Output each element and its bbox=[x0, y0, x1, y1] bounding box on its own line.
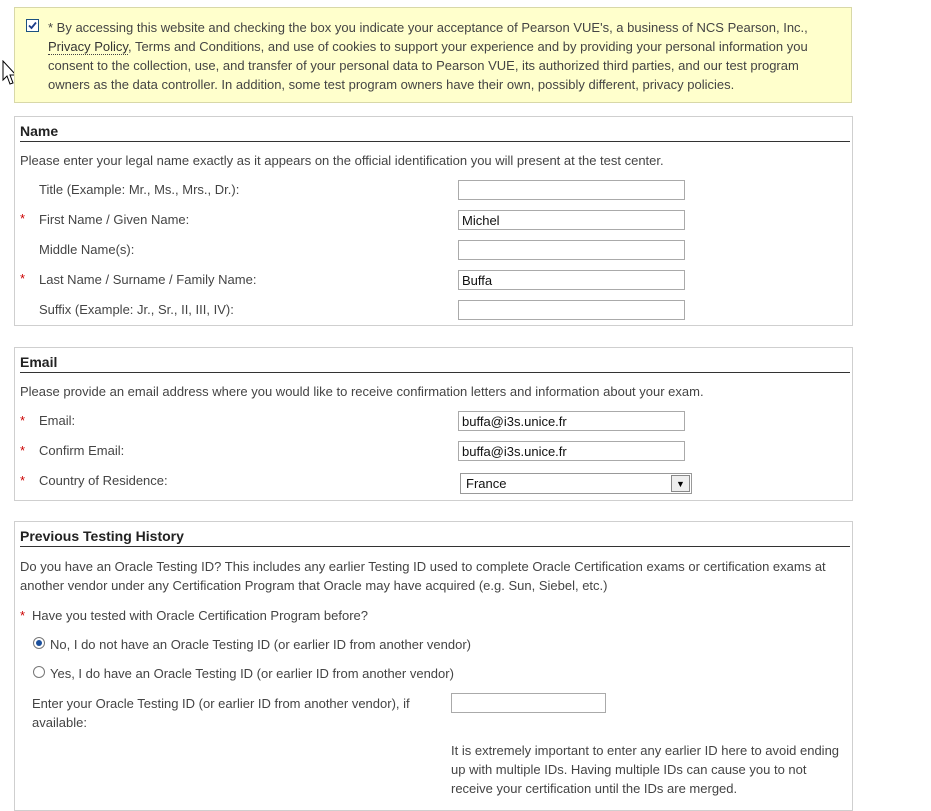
email-section bbox=[14, 347, 853, 501]
first-name-label: First Name / Given Name: bbox=[39, 212, 190, 227]
history-question: Have you tested with Oracle Certification Program before? bbox=[32, 608, 368, 623]
history-section-description: Do you have an Oracle Testing ID? This includes any earlier Testing ID used to complete Oracle Certification exams or certification exams at another vendor under any Certification Program that Oracle may have acquired (e.g. Sun, Siebel, etc.) bbox=[20, 559, 826, 593]
suffix-input[interactable] bbox=[458, 300, 685, 320]
middle-name-label: Middle Name(s): bbox=[39, 242, 135, 257]
required-marker: * bbox=[20, 271, 26, 286]
radio-no-label[interactable]: No, I do not have an Oracle Testing ID (or earlier ID from another vendor) bbox=[50, 637, 472, 652]
privacy-policy-link[interactable]: Privacy Policy bbox=[48, 39, 128, 54]
radio-yes-label[interactable]: Yes, I do have an Oracle Testing ID (or earlier ID from another vendor) bbox=[50, 666, 454, 681]
oracle-id-note: It is extremely important to enter any earlier ID here to avoid ending up with multiple IDs. Having multiple IDs can cause you to not receive your certification until the IDs are merged. bbox=[451, 743, 840, 796]
name-section-description: Please enter your legal name exactly as it appears on the official identification you will present at the test center. bbox=[20, 153, 664, 168]
required-marker: * bbox=[20, 443, 26, 458]
name-section-title: Name bbox=[20, 123, 850, 142]
consent-checkbox[interactable] bbox=[26, 19, 39, 32]
radio-yes-oracle-id[interactable] bbox=[33, 666, 45, 678]
consent-box bbox=[14, 7, 852, 103]
email-input[interactable] bbox=[458, 411, 685, 431]
email-section-description: Please provide an email address where you would like to receive confirmation letters and information about your exam. bbox=[20, 384, 704, 399]
middle-name-input[interactable] bbox=[458, 240, 685, 260]
title-input[interactable] bbox=[458, 180, 685, 200]
required-marker: * bbox=[20, 211, 26, 226]
history-section bbox=[14, 521, 853, 811]
first-name-input[interactable] bbox=[458, 210, 685, 230]
country-select[interactable] bbox=[460, 473, 692, 494]
dropdown-arrow-icon[interactable]: ▼ bbox=[671, 475, 690, 492]
last-name-input[interactable] bbox=[458, 270, 685, 290]
last-name-label: Last Name / Surname / Family Name: bbox=[39, 272, 257, 287]
country-label: Country of Residence: bbox=[39, 473, 168, 488]
consent-text: * By accessing this website and checking the box you indicate your acceptance of Pearson VUE's, a business of NCS Pearson, Inc., Privacy Policy, Terms and Conditions, and use of cookies to support your experience and by providing your personal information you consent to the collection, use, and transfer of your personal data to Pearson VUE, its authorized third parties, and our test program owners as the data controller. In addition, some test program owners have their own, possibly different, privacy policies. bbox=[48, 20, 808, 92]
title-label: Title (Example: Mr., Ms., Mrs., Dr.): bbox=[39, 182, 240, 197]
email-section-title: Email bbox=[20, 354, 850, 373]
country-selected-value: France bbox=[466, 476, 507, 491]
oracle-id-label: Enter your Oracle Testing ID (or earlier ID from another vendor), if available: bbox=[32, 696, 410, 730]
required-marker: * bbox=[20, 413, 26, 428]
email-label: Email: bbox=[39, 413, 76, 428]
oracle-id-input[interactable] bbox=[451, 693, 606, 713]
history-section-title: Previous Testing History bbox=[20, 528, 850, 547]
required-marker: * bbox=[20, 608, 26, 623]
confirm-email-input[interactable] bbox=[458, 441, 685, 461]
radio-no-oracle-id[interactable] bbox=[33, 637, 45, 649]
name-section bbox=[14, 116, 853, 326]
suffix-label: Suffix (Example: Jr., Sr., II, III, IV): bbox=[39, 302, 234, 317]
confirm-email-label: Confirm Email: bbox=[39, 443, 125, 458]
required-marker: * bbox=[20, 473, 26, 488]
